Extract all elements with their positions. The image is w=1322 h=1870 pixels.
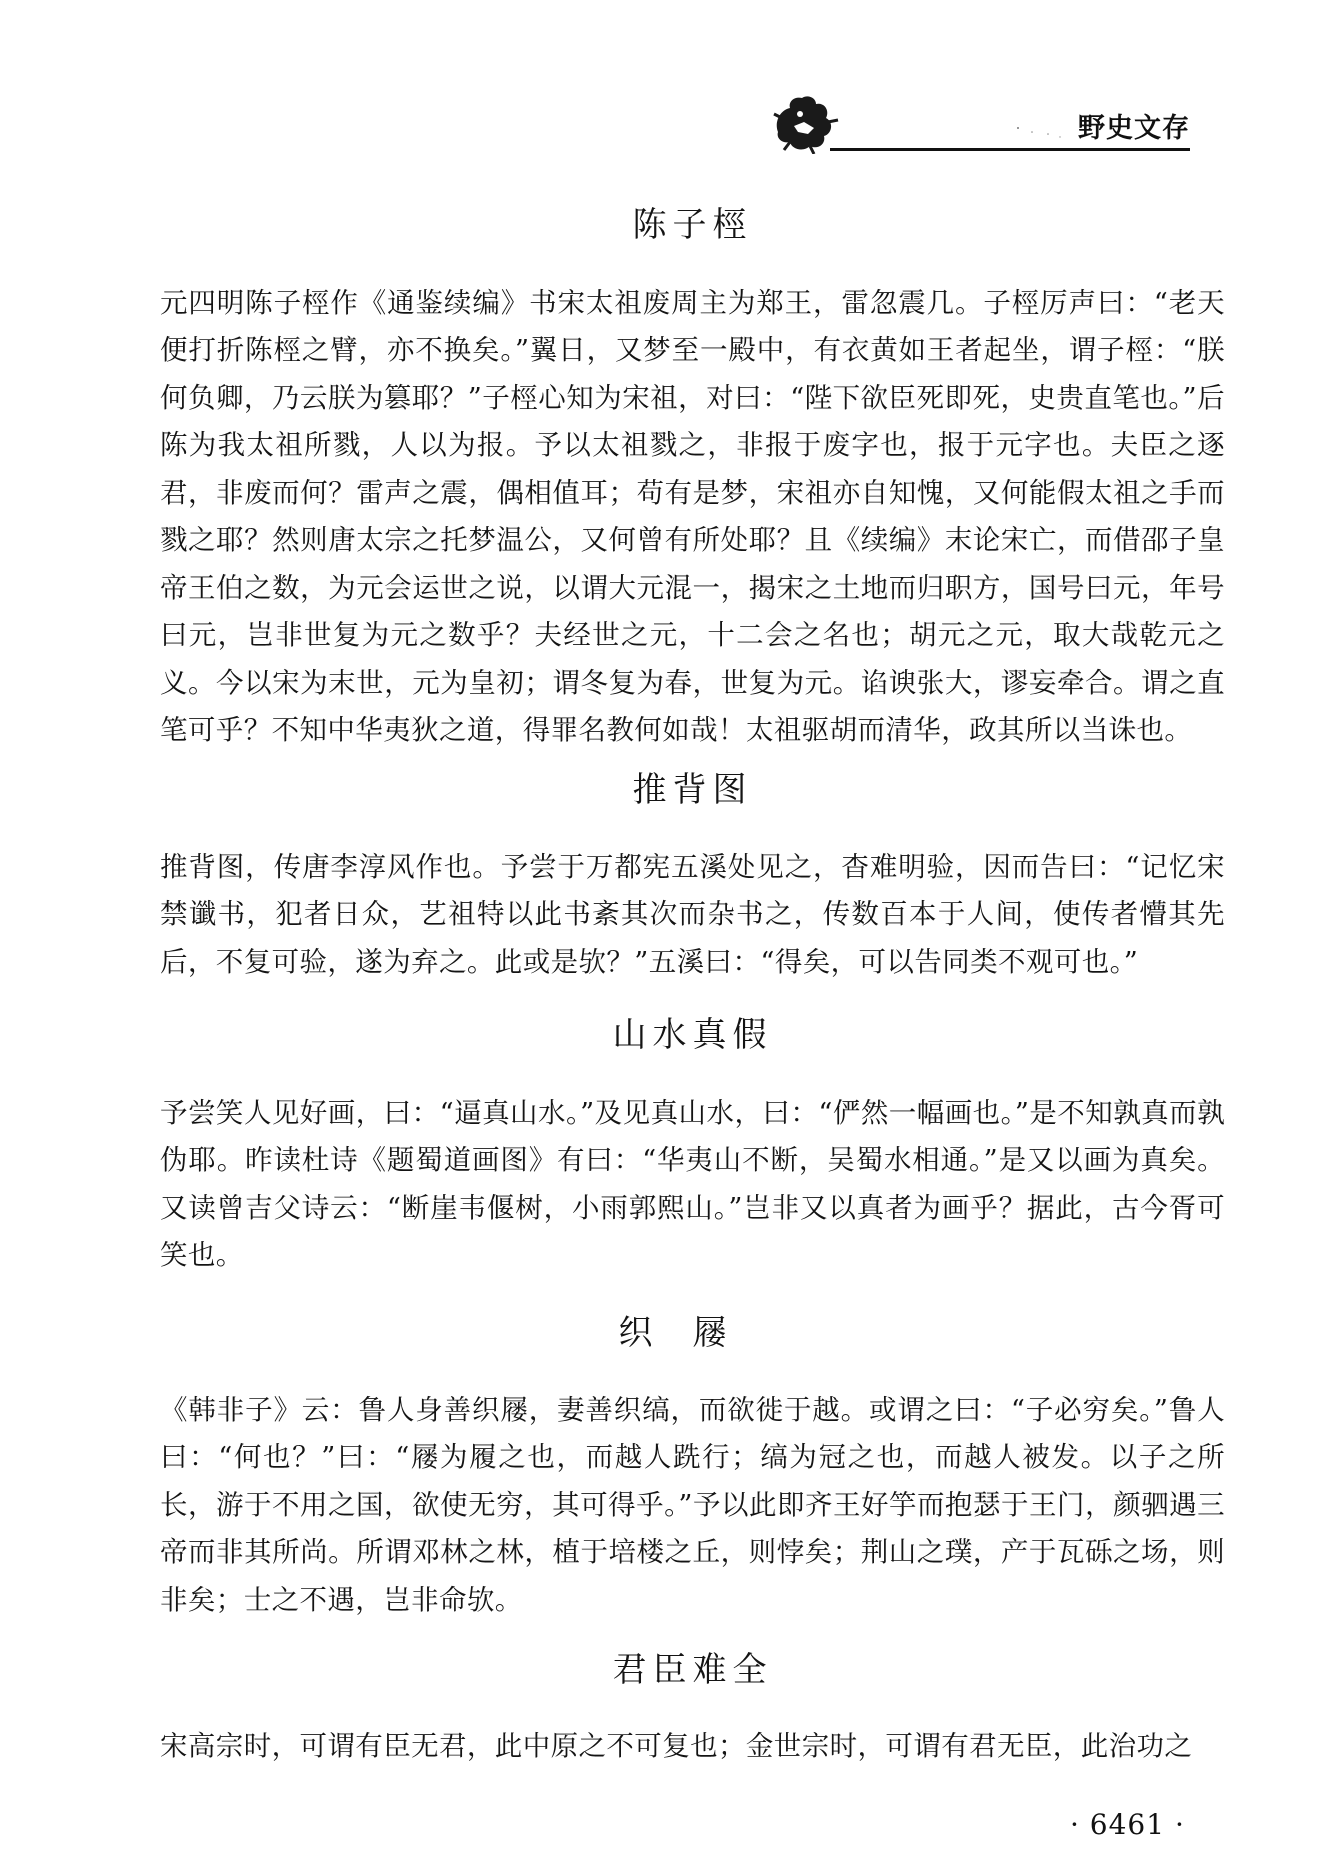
- print-specks: [1010, 120, 1070, 140]
- section-zhiju: [160, 1313, 1225, 1624]
- section-title: 织屦: [618, 1313, 767, 1353]
- section-body: 《韩非子》云：鲁人身善织屦，妻善织缟，而欲徙于越。或谓之曰：“子必穷矣。”鲁人曰：“何也？”曰：“屦为履之也，而越人跣行；缟为冠之也，而越人被发。以子之所长，游于不用之国，欲使无穷，其可得乎。”予以此即齐王好竽而抱瑟于王门，颜驷遇三帝而非其所尚。所谓邓林之林，植于培楼之丘，则悖矣；荆山之璞，产于瓦砾之场，则非矣；士之不遇，岂非命欤。: [160, 1393, 1225, 1616]
- section-chen-zijing: [160, 205, 1225, 755]
- section-title: 推背图: [632, 770, 753, 810]
- page-number: · 6461 ·: [1070, 1808, 1185, 1841]
- section-body: 元四明陈子桱作《通鉴续编》书宋太祖废周主为郑王，雷忽震几。子桱厉声曰：“老天便打折陈桱之臂，亦不换矣。”翼日，又梦至一殿中，有衣黄如王者起坐，谓子桱：“朕何负卿，乃云朕为篡耶？”子桱心知为宋祖，对曰：“陛下欲臣死即死，史贵直笔也。”后陈为我太祖所戮，人以为报。予以太祖戮之，非报于废字也，报于元字也。夫臣之逐君，非废而何？雷声之震，偶相值耳；苟有是梦，宋祖亦自知愧，又何能假太祖之手而戮之耶？然则唐太宗之托梦温公，又何曾有所处耶？且《续编》末论宋亡，而借邵子皇帝王伯之数，为元会运世之说，以谓大元混一，揭宋之土地而归职方，国号曰元，年号曰元，岂非世复为元之数乎？夫经世之元，十二会之名也；胡元之元，取大哉乾元之义。今以宋为末世，元为皇初；谓冬复为春，世复为元。谄谀张大，谬妄牵合。谓之直笔可乎？不知中华夷狄之道，得罪名教何如哉！太祖驱胡而清华，政其所以当诛也。: [160, 286, 1225, 747]
- section-shanshui-zhenjia: [160, 1015, 1225, 1280]
- section-body: 予尝笑人见好画，曰：“逼真山水。”及见真山水，曰：“俨然一幅画也。”是不知孰真而孰伪耶。昨读杜诗《题蜀道画图》有曰：“华夷山不断，吴蜀水相通。”是又以画为真矣。又读曾吉父诗云：“断崖韦偃树，小雨郭熙山。”岂非又以真者为画乎？据此，古今胥可笑也。: [160, 1096, 1225, 1272]
- section-junchen-nanquan: [160, 1650, 1225, 1770]
- section-title: 山水真假: [612, 1015, 773, 1055]
- running-header: [770, 92, 1190, 154]
- section-body: 推背图，传唐李淳风作也。予尝于万都宪五溪处见之，杳难明验，因而告曰：“记忆宋禁谶书，犯者日众，艺祖特以此书紊其次而杂书之，传数百本于人间，使传者懵其先后，不复可验，遂为弃之。此或是欤？”五溪曰：“得矣，可以告同类不观可也。”: [160, 850, 1225, 978]
- section-title: 君臣难全: [612, 1650, 773, 1690]
- dragon-emblem-icon: [770, 92, 840, 154]
- header-title: 野史文存: [1078, 113, 1190, 144]
- section-body: 宋高宗时，可谓有臣无君，此中原之不可复也；金世宗时，可谓有君无臣，此治功之: [160, 1729, 1193, 1762]
- section-title: 陈子桱: [632, 205, 753, 245]
- header-rule: [830, 148, 1190, 151]
- section-tuibeitu: [160, 770, 1225, 986]
